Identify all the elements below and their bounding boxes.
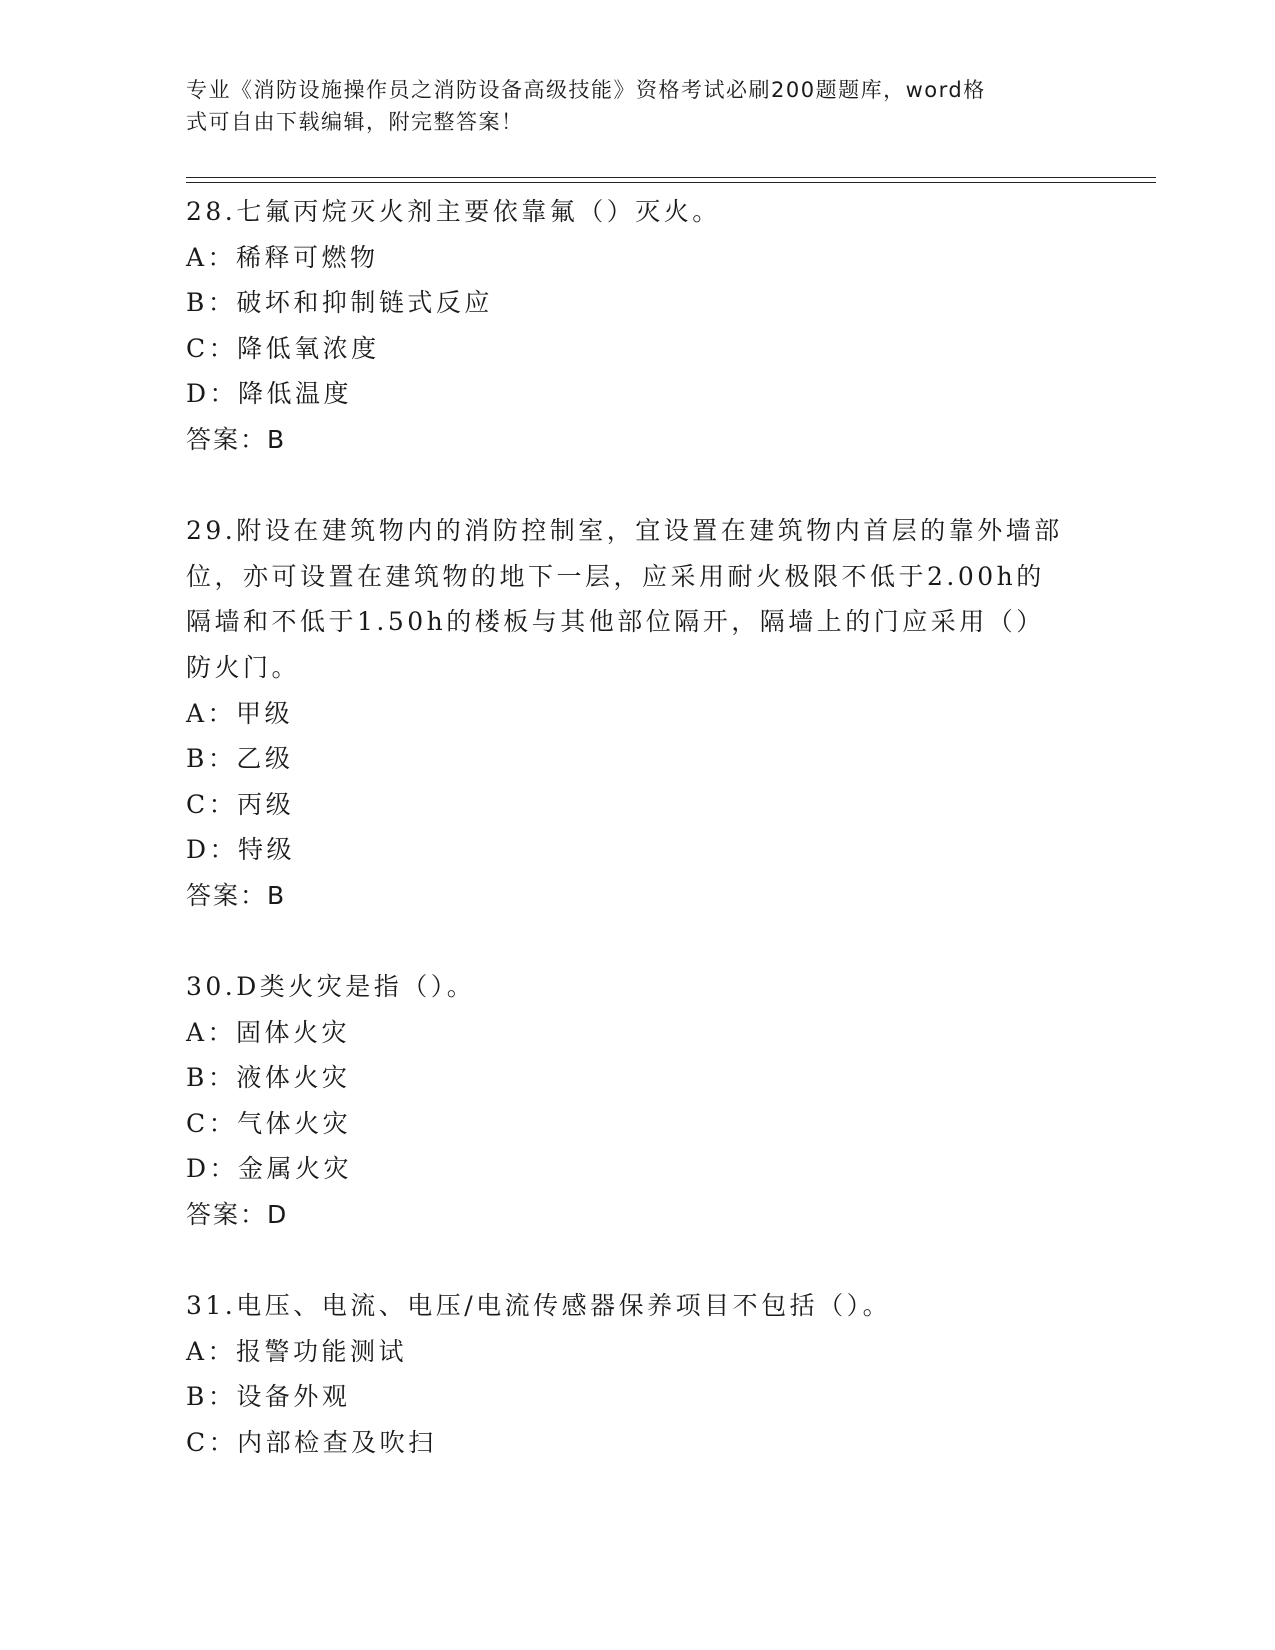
option-c: C：内部检查及吹扫	[186, 1428, 437, 1458]
question-stem: 31.电压、电流、电压/电流传感器保养项目不包括（）。	[186, 1291, 892, 1321]
answer-line: 答案：D	[186, 1200, 289, 1230]
answer-line: 答案：B	[186, 880, 287, 910]
option-c: C：降低氧浓度	[186, 333, 380, 363]
question-stem-line-3: 隔墙和不低于1.50h的楼板与其他部位隔开，隔墙上的门应采用（）	[186, 607, 1045, 637]
option-d: D：降低温度	[186, 379, 353, 409]
question-29	[186, 508, 1166, 918]
option-b: B：液体火灾	[186, 1063, 351, 1093]
option-a: A：甲级	[186, 698, 294, 728]
option-d: D：特级	[186, 835, 296, 865]
question-31	[186, 1283, 1166, 1465]
answer-line: 答案：B	[186, 424, 287, 454]
question-stem: 28.七氟丙烷灭火剂主要依靠氟（）灭火。	[186, 197, 721, 226]
option-c: C：气体火灾	[186, 1108, 352, 1138]
option-b: B：设备外观	[186, 1382, 351, 1412]
option-a: A：报警功能测试	[186, 1336, 408, 1366]
question-stem-line-2: 位，亦可设置在建筑物的地下一层，应采用耐火极限不低于2.00h的	[186, 561, 1045, 591]
question-stem-line-4: 防火门。	[186, 652, 301, 682]
question-list	[186, 189, 1166, 1466]
option-c: C：丙级	[186, 789, 295, 819]
spacer	[186, 919, 1166, 965]
option-a: A：固体火灾	[186, 1017, 351, 1047]
header-divider-bottom	[186, 182, 1156, 183]
header-line-2: 式可自由下载编辑，附完整答案！	[186, 110, 524, 134]
question-28	[186, 189, 1166, 463]
option-d: D：金属火灾	[186, 1154, 353, 1184]
header-line-1: 专业《消防设施操作员之消防设备高级技能》资格考试必刷200题题库，word格	[186, 78, 986, 102]
question-stem-line-1: 29.附设在建筑物内的消防控制室，宜设置在建筑物内首层的靠外墙部	[186, 516, 1063, 546]
option-b: B：破坏和抑制链式反应	[186, 288, 493, 318]
question-stem: 30.D类火灾是指（）。	[186, 972, 476, 1002]
option-b: B：乙级	[186, 744, 294, 774]
question-30	[186, 964, 1166, 1238]
spacer	[186, 463, 1166, 509]
document-header	[186, 74, 1066, 138]
header-divider-top	[186, 177, 1156, 178]
spacer	[186, 1238, 1166, 1284]
option-a: A：稀释可燃物	[186, 242, 379, 272]
